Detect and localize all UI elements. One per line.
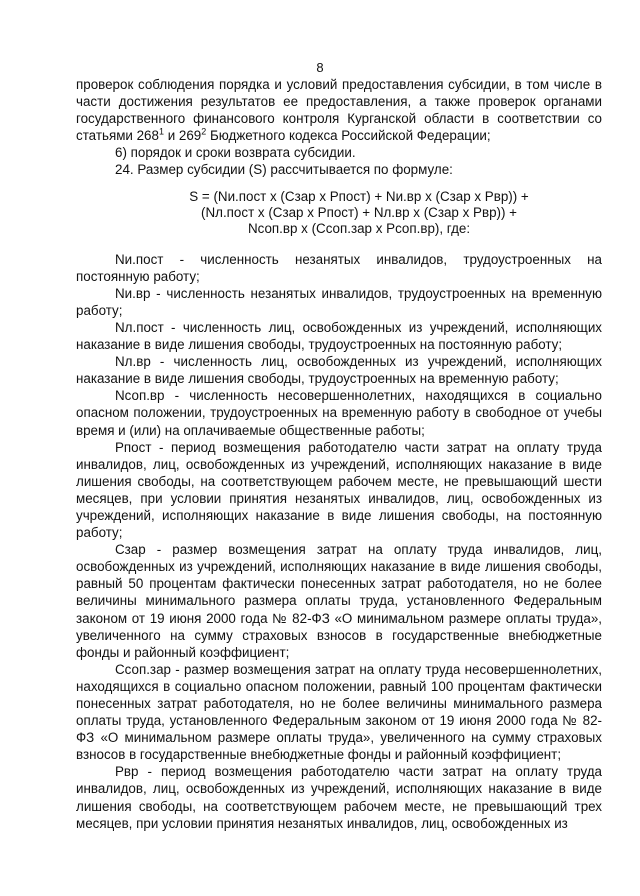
document-body: [76, 76, 602, 832]
formula-line-1: S = (Nи.пост x (Сзар x Рпост) + Nи.вр x (Сзар x Рвр)) +: [189, 188, 529, 204]
page-number: 8: [316, 60, 324, 75]
footnote-sup-2: 2: [201, 126, 207, 137]
intro-text-start: проверок соблюдения порядка и условий предоставления субсидии, в том числе в части достижения результатов ее предоставления, а также проверок органами государственного финансового контроля Курганской области в соответствии со статьями 268: [76, 77, 602, 144]
formula-line-2: (Nл.пост x (Сзар x Рпост) + Nл.вр x (Сзар x Рвр)) +: [201, 204, 517, 220]
formula-line-3: Nсоп.вр x (Ссоп.зар x Рсоп.вр), где:: [247, 220, 471, 236]
definition-s-zar: Сзар - размер возмещения затрат на оплату труда инвалидов, лиц, освобожденных из учреждений, исполняющих наказание в виде лишения свободы, равный 50 процентам фактически понесенных затрат работодателя, но не более величины минимального размера оплаты труда, установленного Федеральным законом от 19 июня 2000 года № 82-ФЗ «О минимальном размере оплаты труда», увеличенного на сумму страховых взносов в государственные внебюджетные фонды и районный коэффициент;: [76, 542, 602, 660]
intro-paragraph: [76, 76, 602, 144]
definition-s-sop-zar: Ссоп.зар - размер возмещения затрат на оплату труда несовершеннолетних, находящихся в социально опасном положении, равный 100 процентам фактически понесенных затрат работодателя, но не более величины минимального размера оплаты труда, установленного Федеральным законом от 19 июня 2000 года № 82-ФЗ «О минимальном размере оплаты труда», увеличенного на сумму страховых взносов в государственные внебюджетные фонды и районный коэффициент;: [76, 661, 602, 763]
definition-n-sop-vr: Nсоп.вр - численность несовершеннолетних, находящихся в социально опасном положении, трудоустроенных на временную работу в свободное от учебы время и (или) на оплачиваемые общественные работы;: [76, 388, 602, 438]
formula-block: [76, 189, 602, 237]
definition-n-l-vr: Nл.вр - численность лиц, освобожденных из учреждений, исполняющих наказание в виде лишения свободы, трудоустроенных на временную работу;: [76, 354, 602, 387]
intro-text-mid: и 269: [163, 128, 202, 144]
item-6-paragraph: 6) порядок и сроки возврата субсидии.: [115, 145, 356, 161]
definition-n-inv-post: Nи.пост - численность незанятых инвалидов, трудоустроенных на постоянную работу;: [76, 251, 602, 284]
intro-text-end: Бюджетного кодекса Российской Федерации;: [206, 128, 491, 144]
definition-n-inv-vr: Nи.вр - численность незанятых инвалидов, трудоустроенных на временную работу;: [76, 285, 602, 318]
item-24-paragraph: 24. Размер субсидии (S) рассчитывается по формуле:: [115, 162, 453, 178]
definition-r-vr: Рвр - период возмещения работодателю части затрат на оплату труда инвалидов, лиц, освобожденных из учреждений, исполняющих наказание в виде лишения свободы, на соответствующем рабочем месте, не превышающий трех месяцев, при условии принятия незанятых инвалидов, лиц, освобожденных из: [76, 764, 602, 831]
definition-n-l-post: Nл.пост - численность лиц, освобожденных из учреждений, исполняющих наказание в виде лишения свободы, трудоустроенных на постоянную работу;: [76, 319, 602, 353]
footnote-sup-1: 1: [158, 126, 164, 137]
definition-r-post: Рпост - период возмещения работодателю части затрат на оплату труда инвалидов, лиц, освобожденных из учреждений, исполняющих наказание в виде лишения свободы, на соответствующем рабочем месте, не превышающий шести месяцев, при условии принятия незанятых инвалидов, лиц, освобожденных из учреждений, исполняющих наказание в виде лишения свободы, на постоянную работу;: [76, 439, 602, 541]
